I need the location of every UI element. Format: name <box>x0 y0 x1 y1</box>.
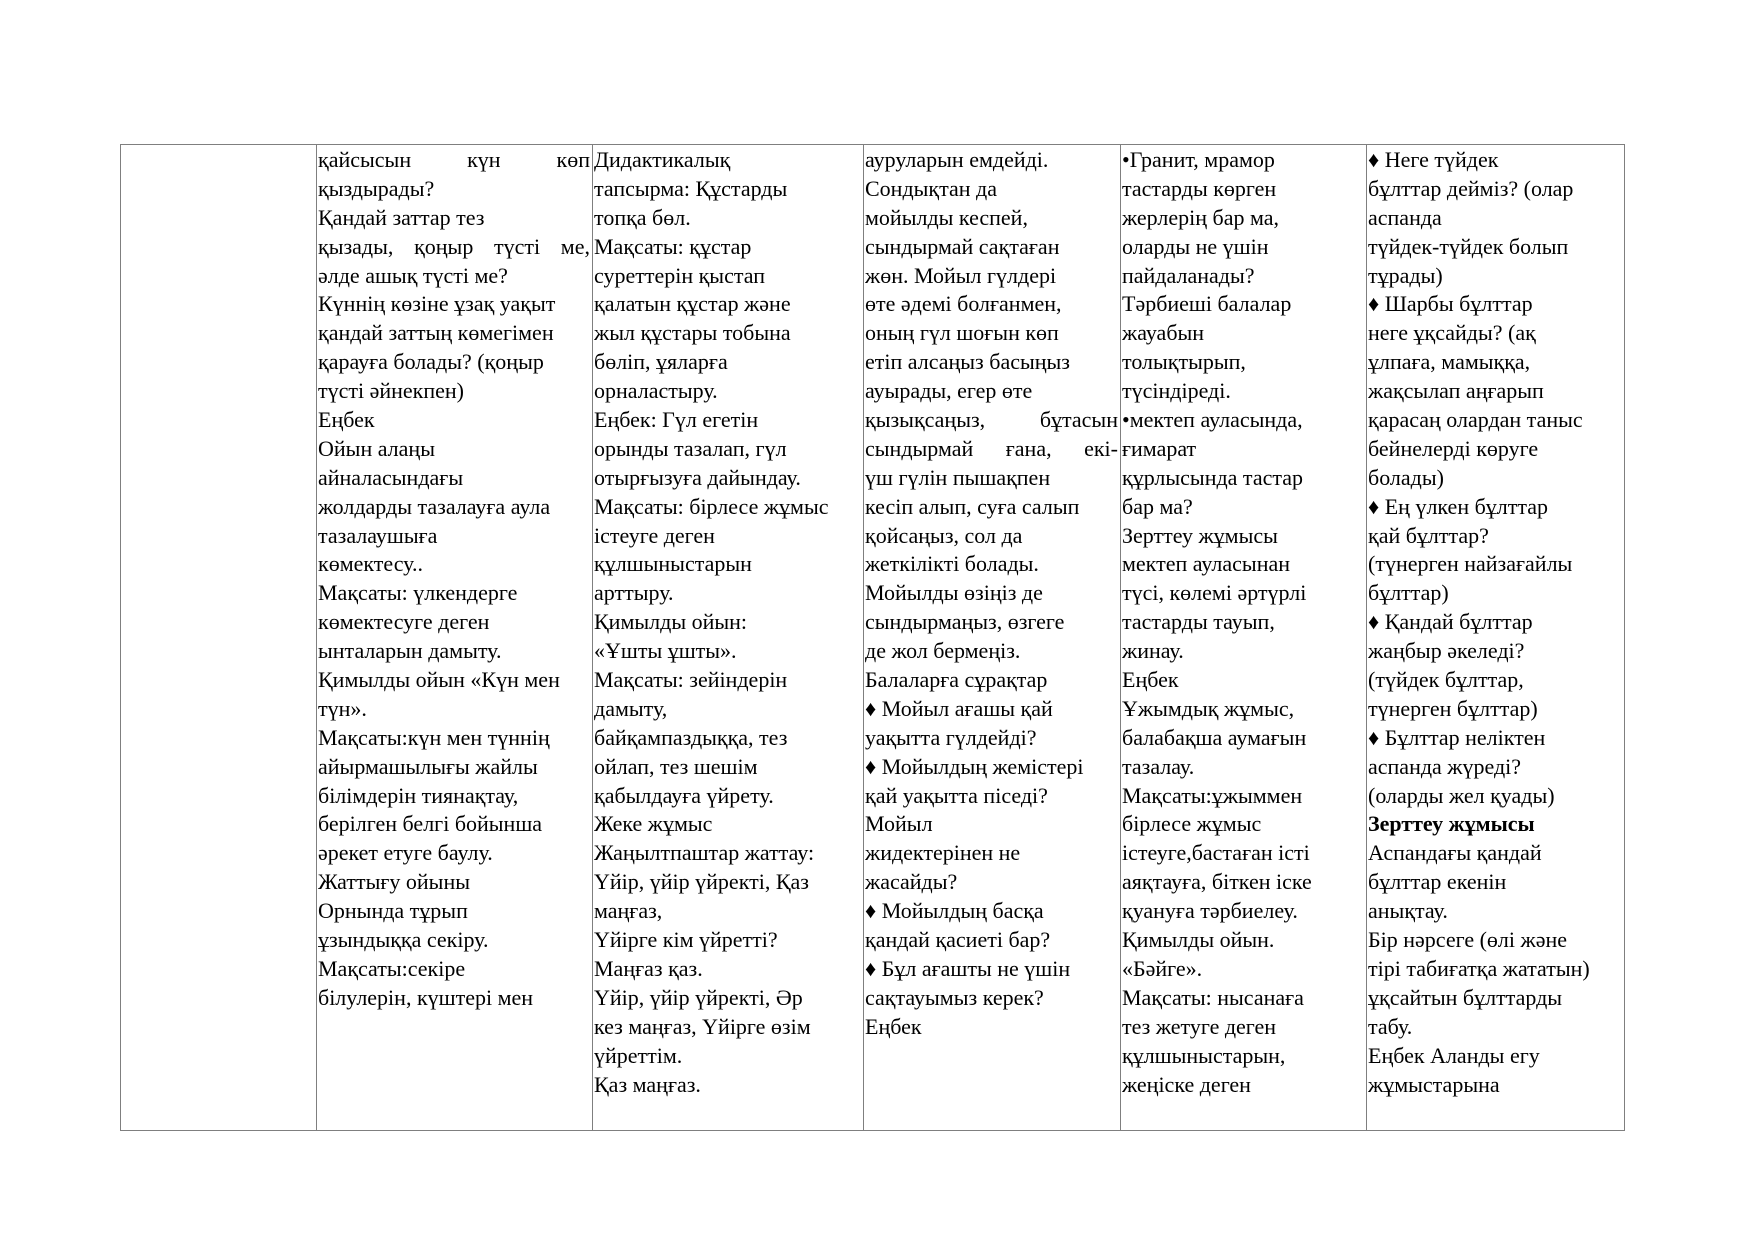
cell-text-line: арттыру. <box>594 580 674 606</box>
cell-text-line: анықтау. <box>1368 898 1448 924</box>
cell-text-line: қандай қасиеті бар? <box>865 927 1051 953</box>
cell-text-line: Аспандағы қандай <box>1368 840 1542 866</box>
cell-text-line: тастарды тауып, <box>1122 609 1275 635</box>
cell-text-line: неге ұқсайды? (ақ <box>1368 320 1536 346</box>
cell-text-line: қарасаң олардан таныс <box>1368 407 1583 433</box>
cell-text-line: бұлттар) <box>1368 580 1449 606</box>
cell-text-line: Үйірге кім үйретті? <box>594 927 778 953</box>
cell-text-line: тұрады) <box>1368 262 1443 288</box>
cell-text-line: жауабын <box>1122 320 1205 346</box>
cell-text-line: әрекет етуге баулу. <box>318 840 493 866</box>
cell-text-line: қызады, қоңыр түсті ме, <box>318 233 590 259</box>
cell-text-line: қабылдауға үйрету. <box>594 782 774 808</box>
cell-text-line: Жеке жұмыс <box>594 811 713 837</box>
cell-text-line: Мақсаты: зейіндерін <box>594 667 788 693</box>
table-cell-col-5 <box>1122 146 1364 1130</box>
cell-text-line: сындырмай ғана, екі- <box>865 435 1118 461</box>
cell-text-line: жасайды? <box>865 869 958 895</box>
cell-text-line: ауырады, егер өте <box>865 378 1033 404</box>
cell-text-line: жеңіске деген <box>1122 1071 1251 1097</box>
cell-text-line: тастарды көрген <box>1122 175 1277 201</box>
cell-text-line: Маңғаз қаз. <box>594 955 703 981</box>
cell-text-line: Мақсаты:ұжыммен <box>1122 782 1303 808</box>
cell-text-line: қай бұлттар? <box>1368 522 1489 548</box>
cell-text-line: Ойын алаңы <box>318 435 435 461</box>
cell-text-line: сындырмай сақтаған <box>865 233 1060 259</box>
cell-text-line: жақсылап аңғарып <box>1368 378 1544 404</box>
cell-text-line: Еңбек <box>865 1013 922 1039</box>
column-divider <box>863 145 864 1130</box>
cell-text-line: Ұжымдық жұмыс, <box>1122 695 1295 721</box>
cell-text-line: істеуге деген <box>594 522 715 548</box>
cell-text-line: сақтауымыз керек? <box>865 984 1044 1010</box>
cell-text-line: орынды тазалап, гүл <box>594 435 787 461</box>
cell-text-line: қызықсаңыз, бұтасын <box>865 407 1118 433</box>
cell-text-line: жөн. Мойыл гүлдері <box>865 262 1057 288</box>
cell-text-line: «Ұшты ұшты». <box>594 638 737 664</box>
cell-text-line: Еңбек <box>1122 667 1179 693</box>
cell-text-line: болады) <box>1368 464 1444 490</box>
cell-text-line: үш гүлін пышақпен <box>865 464 1051 490</box>
cell-text-line: айналасындағы <box>318 464 464 490</box>
cell-text-line: Жаңылтпаштар жаттау: <box>594 840 815 866</box>
cell-text-line: істеуге,бастаған істі <box>1122 840 1310 866</box>
cell-text-line: Жаттығу ойыны <box>318 869 471 895</box>
column-divider <box>316 145 317 1130</box>
cell-text-line: ұлпаға, мамыққа, <box>1368 349 1531 375</box>
cell-text-line: Еңбек: Гүл егетін <box>594 407 759 433</box>
cell-text-line: ♦ Қандай бұлттар <box>1368 609 1533 635</box>
cell-text-line: Орнында тұрып <box>318 898 468 924</box>
cell-text-line: әлде ашық түсті ме? <box>318 262 508 288</box>
cell-text-line: қалатын құстар және <box>594 291 791 317</box>
cell-text-line: бөліп, ұяларға <box>594 349 728 375</box>
cell-text-line: оның гүл шоғын көп <box>865 320 1059 346</box>
cell-text-line: Бір нәрсеге (өлі және <box>1368 927 1567 953</box>
column-divider <box>1120 145 1121 1130</box>
cell-text-line: мойылды кеспей, <box>865 204 1028 230</box>
cell-text-line: ғимарат <box>1122 435 1197 461</box>
cell-text-line: ♦ Неге түйдек <box>1368 147 1499 172</box>
cell-text-line: (түйдек бұлттар, <box>1368 667 1524 693</box>
cell-text-line: пайдаланады? <box>1122 262 1255 288</box>
cell-text-line: бірлесе жұмыс <box>1122 811 1262 837</box>
cell-text-line: ♦ Мойылдың жемістері <box>865 753 1084 779</box>
cell-text-line: ойлап, тез шешім <box>594 753 758 779</box>
cell-text-line: ынталарын дамыту. <box>318 638 502 664</box>
cell-text-line: Зерттеу жұмысы <box>1122 522 1278 548</box>
cell-text-line: Мақсаты: құстар <box>594 233 752 259</box>
cell-text-line: үйреттім. <box>594 1042 683 1068</box>
cell-text-line: Қимылды ойын: <box>594 609 748 635</box>
cell-text-line: тез жетуге деген <box>1122 1013 1277 1039</box>
cell-text-line: Үйір, үйір үйректі, Әр <box>594 984 803 1010</box>
cell-text-line: ауруларын емдейді. <box>865 147 1049 172</box>
cell-text-line: тазалаушыға <box>318 522 438 548</box>
cell-text-line: балабақша аумағын <box>1122 724 1307 750</box>
cell-text-line: жинау. <box>1122 638 1184 664</box>
cell-text-line: Мойылды өзіңіз де <box>865 580 1043 606</box>
cell-text-line: жыл құстары тобына <box>594 320 791 346</box>
cell-text-line: Қимылды ойын. <box>1122 927 1275 953</box>
cell-text-line: кесіп алып, суға салып <box>865 493 1080 519</box>
cell-text-line: кез маңғаз, Үйірге өзім <box>594 1013 811 1039</box>
cell-text-line: Үйір, үйір үйректі, Қаз <box>594 869 809 895</box>
column-divider <box>1366 145 1367 1130</box>
cell-text-line: бар ма? <box>1122 493 1193 519</box>
cell-text-line: Мақсаты:секіре <box>318 955 466 981</box>
cell-text-line: Дидактикалық <box>594 147 731 172</box>
cell-text-line: уақытта гүлдейді? <box>865 724 1037 750</box>
cell-text-line: жолдарды тазалауға аула <box>318 493 551 519</box>
cell-text-line: Қандай заттар тез <box>318 204 485 230</box>
cell-text-line: түнерген бұлттар) <box>1368 695 1538 721</box>
column-divider <box>592 145 593 1130</box>
cell-text-line: білулерін, күштері мен <box>318 984 534 1010</box>
cell-text-line: қай уақытта піседі? <box>865 782 1048 808</box>
cell-text-line: жеткілікті болады. <box>865 551 1039 577</box>
cell-text-line: қуануға тәрбиелеу. <box>1122 898 1298 924</box>
cell-text-line: Балаларға сұрақтар <box>865 667 1048 693</box>
cell-text-line: қыздырады? <box>318 175 435 201</box>
cell-text-line: Мақсаты: үлкендерге <box>318 580 518 606</box>
cell-text-line: құрлысында тастар <box>1122 464 1303 490</box>
cell-text-line: аспанда <box>1368 204 1442 230</box>
cell-text-line: көмектесу.. <box>318 551 423 577</box>
cell-text-line: ♦ Бұл ағашты не үшін <box>865 955 1071 981</box>
cell-text-line: Еңбек <box>318 407 375 433</box>
cell-text-line: толықтырып, <box>1122 349 1246 375</box>
table-cell-col-3 <box>594 146 861 1130</box>
cell-text-line: ♦ Мойылдың басқа <box>865 898 1044 924</box>
cell-text-line: аяқтауға, біткен іске <box>1122 869 1312 895</box>
cell-text-line: Қимылды ойын «Күн мен <box>318 667 560 693</box>
table-cell-col-4 <box>865 146 1118 1130</box>
cell-text-line: ұзындыққа секіру. <box>318 927 489 953</box>
cell-text-line: Сондықтан да <box>865 175 997 201</box>
cell-text-line: Мойыл <box>865 811 933 837</box>
cell-text-line: өте әдемі болғанмен, <box>865 291 1062 317</box>
cell-text-line: ♦ Шарбы бұлттар <box>1368 291 1533 317</box>
cell-text-line: түсті әйнекпен) <box>318 378 465 404</box>
cell-text-line: түсіндіреді. <box>1122 378 1231 404</box>
cell-text-line: топқа бөл. <box>594 204 691 230</box>
cell-text-line: жұмыстарына <box>1368 1071 1500 1097</box>
cell-text-line: (оларды жел қуады) <box>1368 782 1555 808</box>
cell-text-line: аспанда жүреді? <box>1368 753 1522 779</box>
cell-text-line: байқампаздыққа, тез <box>594 724 788 750</box>
cell-text-line: Мақсаты: бірлесе жұмыс <box>594 493 829 519</box>
cell-text-line: білімдерін тиянақтау, <box>318 782 519 808</box>
cell-text-line: табу. <box>1368 1013 1413 1039</box>
cell-text-line: қарауға болады? (қоңыр <box>318 349 544 375</box>
cell-text-line: қайсысын күн көп <box>318 147 590 172</box>
schedule-table <box>120 144 1625 1131</box>
cell-text-line: (түнерген найзағайлы <box>1368 551 1573 577</box>
cell-text-line: Күннің көзіне ұзақ уақыт <box>318 291 556 317</box>
cell-text-line: қандай заттың көмегімен <box>318 320 554 346</box>
cell-text-line: қойсаңыз, сол да <box>865 522 1023 548</box>
cell-text-line: маңғаз, <box>594 898 663 924</box>
cell-text-line: Зерттеу жұмысы <box>1368 811 1535 837</box>
cell-text-line: ♦ Бұлттар неліктен <box>1368 724 1546 750</box>
cell-text-line: •мектеп ауласында, <box>1122 407 1303 433</box>
cell-text-line: жерлерің бар ма, <box>1122 204 1280 230</box>
cell-text-line: суреттерін қыстап <box>594 262 765 288</box>
cell-text-line: көмектесуге деген <box>318 609 490 635</box>
cell-text-line: дамыту, <box>594 695 668 721</box>
cell-text-line: тазалау. <box>1122 753 1195 779</box>
cell-text-line: айырмашылығы жайлы <box>318 753 538 779</box>
cell-text-line: құлшыныстарын, <box>1122 1042 1286 1068</box>
cell-text-line: берілген белгі бойынша <box>318 811 543 837</box>
cell-text-line: ұқсайтын бұлттарды <box>1368 984 1563 1010</box>
cell-text-line: «Бәйге». <box>1122 955 1203 981</box>
cell-text-line: бұлттар екенін <box>1368 869 1507 895</box>
cell-text-line: ♦ Ең үлкен бұлттар <box>1368 493 1549 519</box>
cell-text-line: Еңбек Аланды егу <box>1368 1042 1540 1068</box>
cell-text-line: құлшыныстарын <box>594 551 752 577</box>
cell-text-line: бейнелерді көруге <box>1368 435 1539 461</box>
cell-text-line: жидектерінен не <box>865 840 1021 866</box>
cell-text-line: Тәрбиеші балалар <box>1122 291 1292 317</box>
cell-text-line: де жол бермеңіз. <box>865 638 1021 664</box>
cell-text-line: жаңбыр әкеледі? <box>1368 638 1525 664</box>
cell-text-line: оларды не үшін <box>1122 233 1269 259</box>
cell-text-line: тірі табиғатқа жататын) <box>1368 955 1590 981</box>
cell-text-line: Қаз маңғаз. <box>594 1071 701 1097</box>
cell-text-line: етіп алсаңыз басыңыз <box>865 349 1070 375</box>
cell-text-line: отырғызуға дайындау. <box>594 464 801 490</box>
cell-text-line: сындырмаңыз, өзгеге <box>865 609 1065 635</box>
table-cell-col-2 <box>318 146 590 1130</box>
cell-text-line: бұлттар дейміз? (олар <box>1368 175 1574 201</box>
cell-text-line: түн». <box>318 695 367 721</box>
cell-text-line: •Гранит, мрамор <box>1122 147 1275 172</box>
cell-text-line: орналастыру. <box>594 378 718 404</box>
cell-text-line: түсі, көлемі әртүрлі <box>1122 580 1307 606</box>
cell-text-line: түйдек-түйдек болып <box>1368 233 1569 259</box>
table-cell-col-6 <box>1368 146 1624 1130</box>
cell-text-line: ♦ Мойыл ағашы қай <box>865 695 1053 721</box>
cell-text-line: мектеп ауласынан <box>1122 551 1291 577</box>
cell-text-line: Мақсаты: нысанаға <box>1122 984 1304 1010</box>
cell-text-line: тапсырма: Құстарды <box>594 175 788 201</box>
table-cell-col-1 <box>121 146 315 1130</box>
cell-text-line: Мақсаты:күн мен түннің <box>318 724 550 750</box>
